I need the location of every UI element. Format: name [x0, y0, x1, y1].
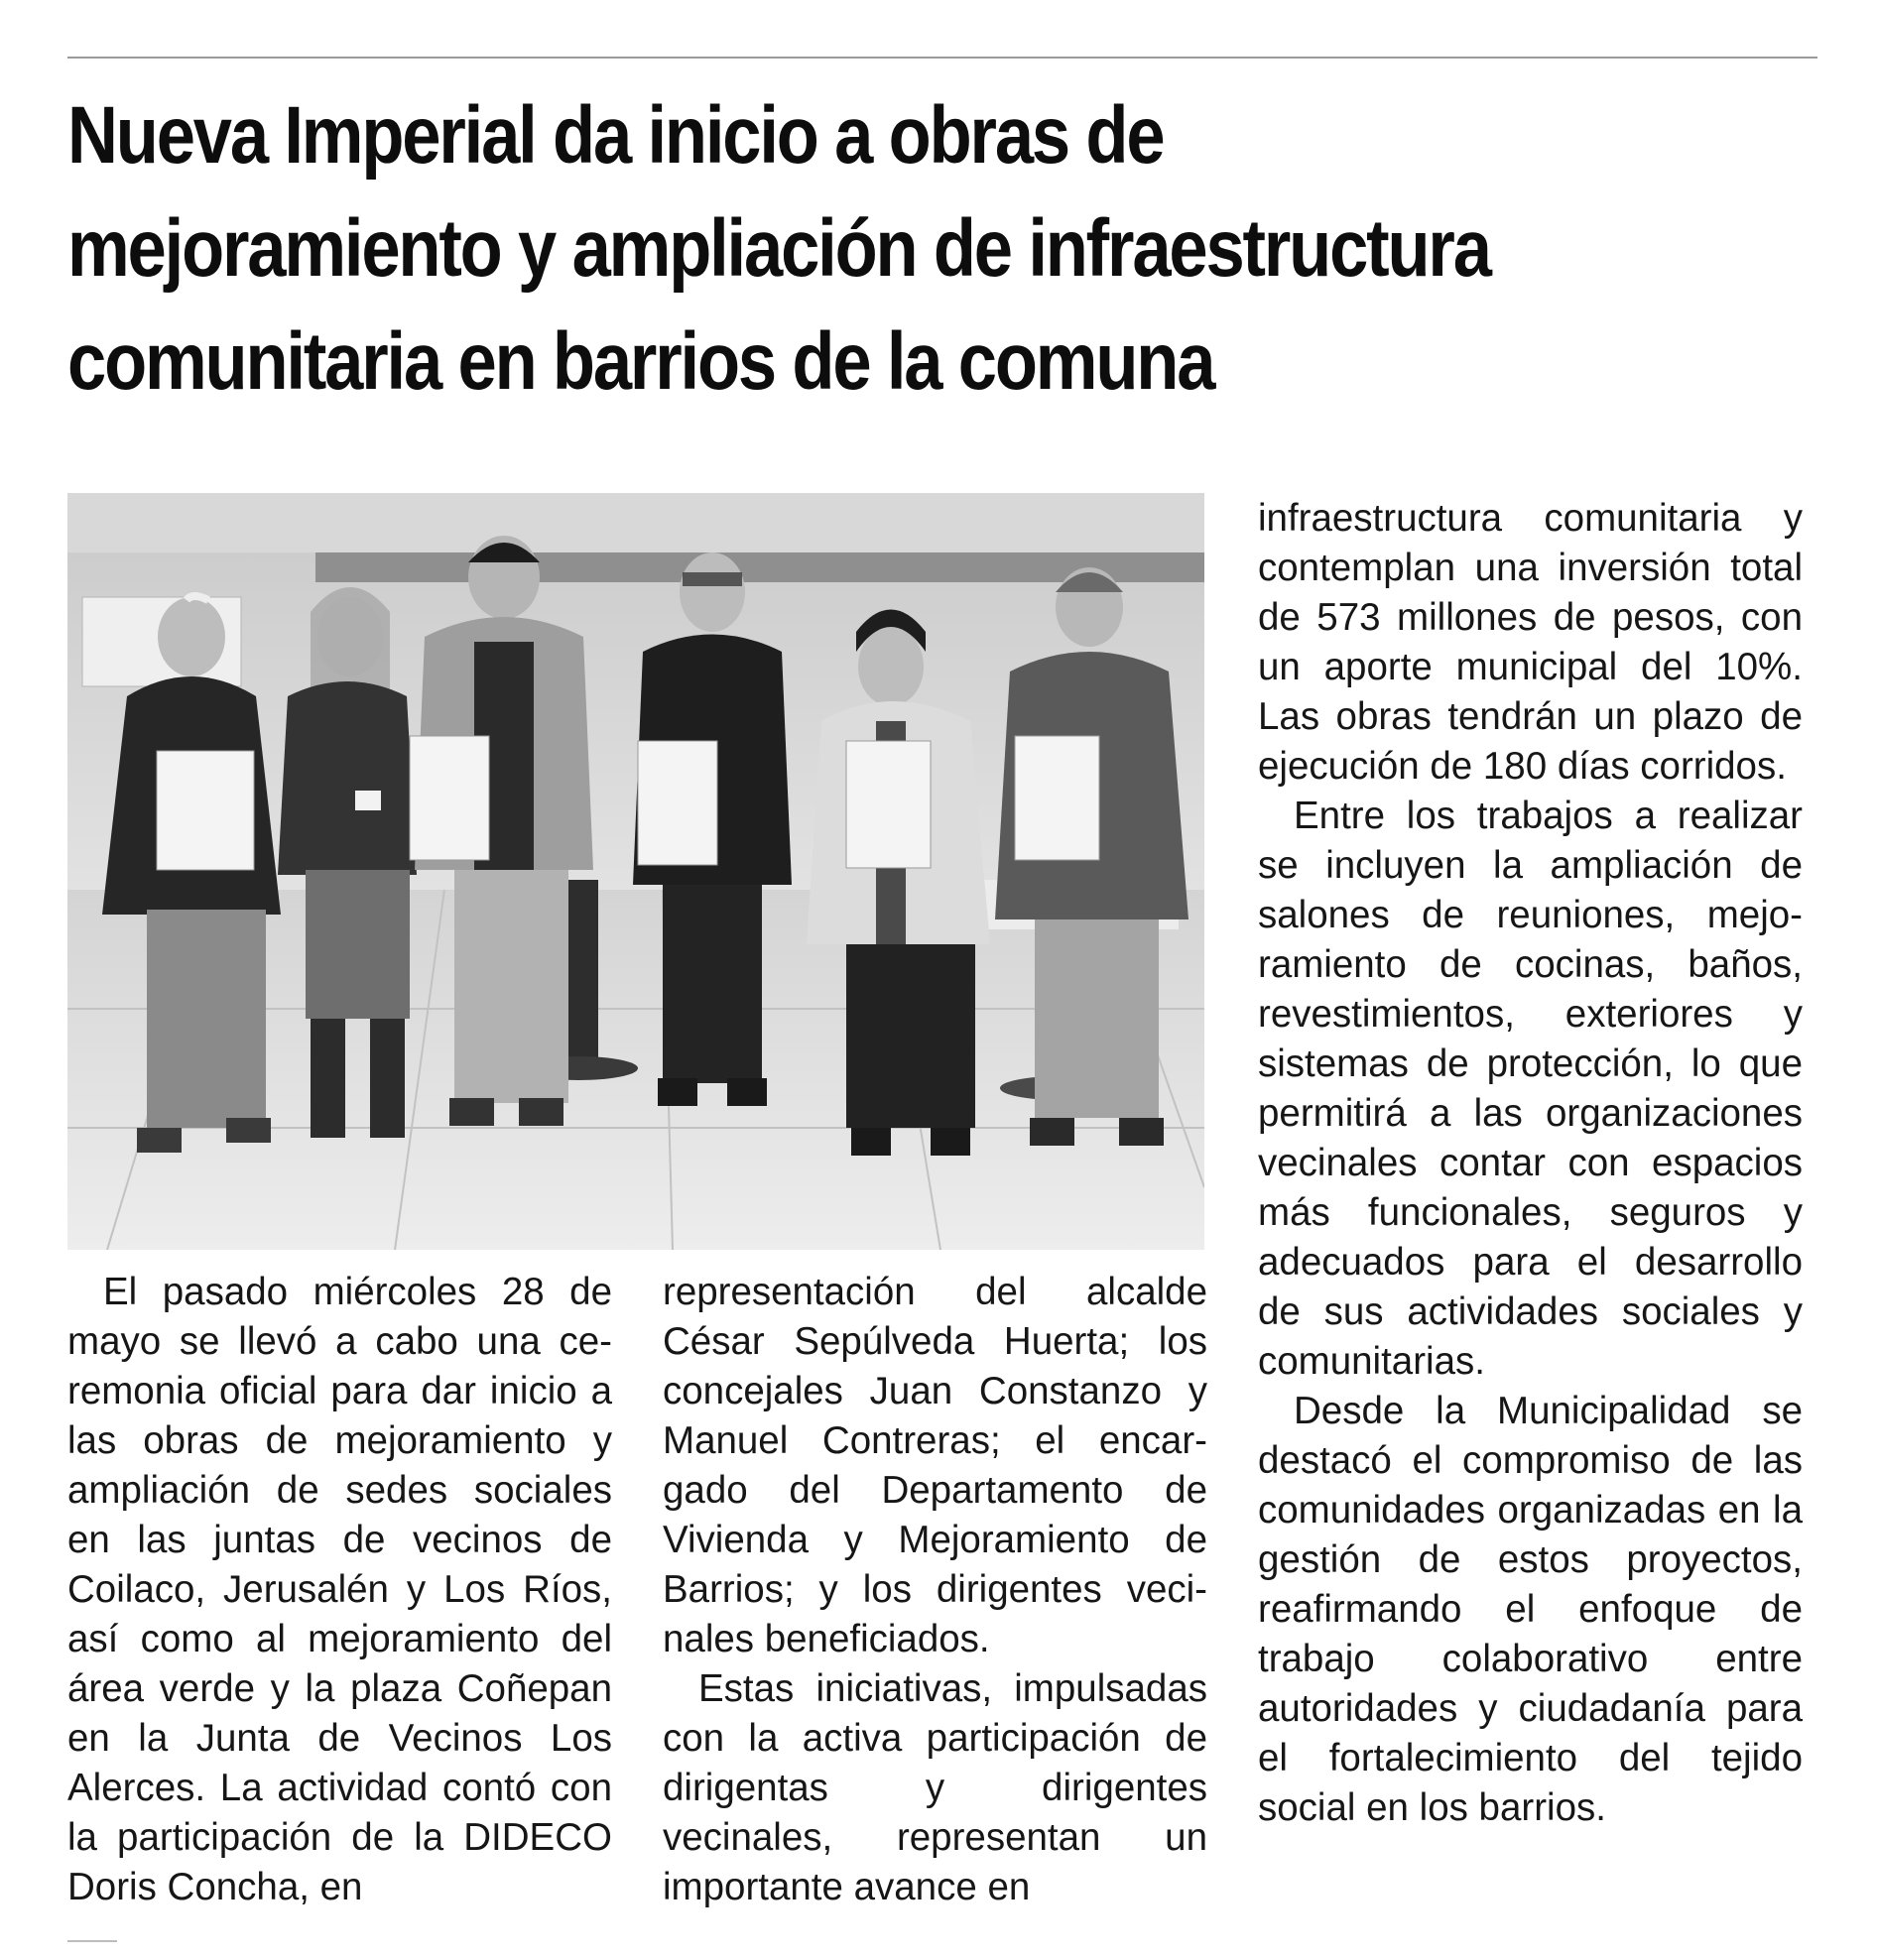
article-photo [67, 493, 1204, 1250]
headline-line-3: comunitaria en barrios de la comuna [67, 316, 1214, 407]
top-rule [67, 57, 1817, 59]
headline-line-2: mejoramiento y ampliación de infraestructura [67, 203, 1490, 294]
headline [67, 79, 1594, 419]
paragraph: El pasado miércoles 28 de mayo se llevó a cabo una ceremonia oficial para dar inicio a las obras de mejoramiento y ampliación de sedes sociales en las juntas de vecinos de Coilaco, Jerusalén y Los Ríos, así como al mejoramiento del área verde y la plaza Coñepan en la Junta de Vecinos Los Alerces. La actividad contó con la participación de la DIDECO Doris Concha, en [67, 1271, 612, 1908]
paragraph: Entre los trabajos a realizar se incluyen la ampliación de salones de reuniones, mejoramiento de cocinas, baños, revestimientos, exteriores y sistemas de protección, lo que permitirá a las organizaciones vecinales contar con espacios más funcionales, seguros y adecuados para el desarrollo de sus actividades sociales y comunitarias. [1258, 795, 1803, 1383]
paragraph: Estas iniciativas, impulsadas con la activa participación de dirigentas y dirigentes vecinales, representan un importante avance en [663, 1667, 1207, 1908]
paragraph: Desde la Municipalidad se destacó el compromiso de las comunidades organizadas en la gestión de estos proyectos, reafirmando el enfoque de trabajo colaborativo entre autoridades y ciudadanía para el fortalecimiento del tejido social en los barrios. [1258, 1390, 1803, 1829]
headline-line-1: Nueva Imperial da inicio a obras de [67, 90, 1164, 181]
article-column-3 [1258, 494, 1803, 1833]
paragraph: representación del alcalde César Sepúlveda Huerta; los concejales Juan Constanzo y Manuel Contreras; el encargado del Departamento de Vivienda y Mejoramiento de Barrios; y los dirigentes vecinales beneficiados. [663, 1271, 1207, 1660]
paragraph: infraestructura comunitaria y contemplan una inversión total de 573 millones de pesos, con un aporte municipal del 10%. Las obras tendrán un plazo de ejecución de 180 días corridos. [1258, 497, 1803, 788]
article-column-1 [67, 1268, 612, 1912]
article-column-2 [663, 1268, 1207, 1912]
page-footer-mark [67, 1940, 117, 1960]
